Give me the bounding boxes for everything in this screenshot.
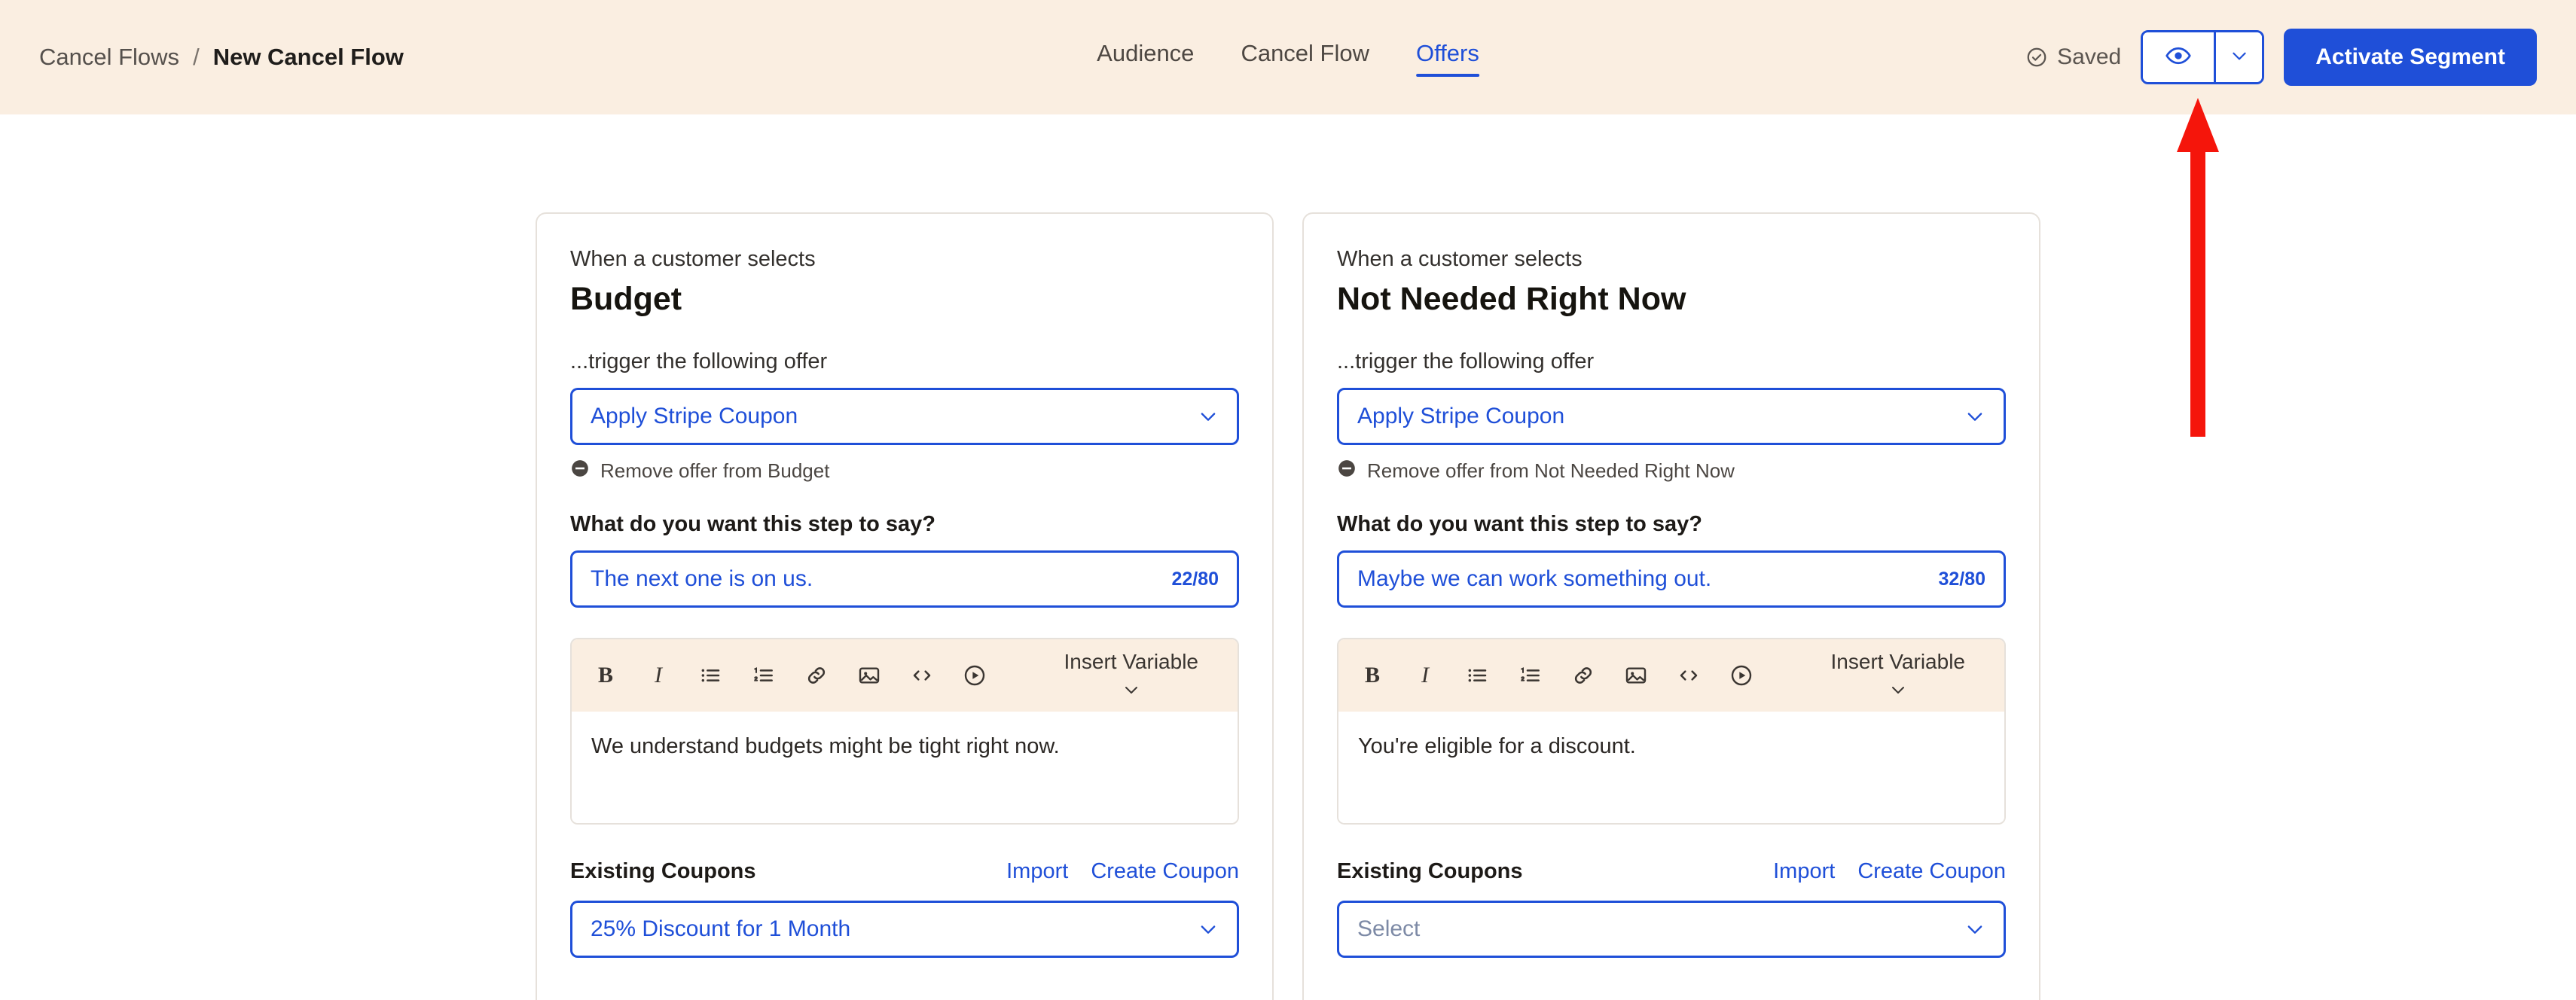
- insert-variable-label: Insert Variable: [1830, 650, 1965, 674]
- insert-variable-label: Insert Variable: [1064, 650, 1198, 674]
- coupons-title: Existing Coupons: [1337, 859, 1523, 883]
- code-icon[interactable]: [908, 661, 936, 690]
- link-icon[interactable]: [802, 661, 831, 690]
- coupons-header: [570, 859, 1239, 884]
- coupon-actions: [1773, 859, 2006, 884]
- numbered-list-icon[interactable]: [749, 661, 778, 690]
- remove-offer-button[interactable]: [570, 459, 1239, 483]
- step-text-input[interactable]: [570, 550, 1239, 608]
- tab-cancel-flow[interactable]: Cancel Flow: [1241, 39, 1369, 66]
- chevron-down-icon: [2230, 46, 2249, 69]
- chevron-down-icon: [1064, 676, 1198, 702]
- numbered-list-icon[interactable]: [1516, 661, 1545, 690]
- step-text-value: The next one is on us.: [591, 566, 813, 591]
- remove-offer-label: Remove offer from Budget: [600, 459, 830, 482]
- card-eyebrow: When a customer selects: [570, 247, 816, 271]
- breadcrumb-parent-link[interactable]: Cancel Flows: [39, 44, 180, 70]
- editor-toolbar: [572, 639, 1238, 712]
- create-coupon-link[interactable]: Create Coupon: [1857, 859, 2006, 883]
- bullet-list-icon[interactable]: [697, 661, 725, 690]
- insert-variable-button[interactable]: [1064, 649, 1218, 701]
- step-char-counter: 32/80: [1938, 568, 1985, 590]
- chevron-down-icon: [1964, 406, 1985, 427]
- bold-icon[interactable]: B: [1364, 663, 1380, 688]
- breadcrumb-separator: /: [193, 44, 200, 70]
- italic-icon[interactable]: I: [1421, 663, 1429, 688]
- card-title: Budget: [570, 281, 682, 317]
- activate-segment-button[interactable]: Activate Segment: [2284, 29, 2537, 86]
- preview-button[interactable]: [2143, 32, 2214, 82]
- step-question-label: What do you want this step to say?: [570, 512, 935, 536]
- chevron-down-icon: [1198, 406, 1219, 427]
- trigger-label: ...trigger the following offer: [570, 349, 828, 373]
- coupon-select-value: Select: [1357, 916, 1421, 941]
- italic-icon[interactable]: I: [655, 663, 662, 688]
- tab-audience[interactable]: Audience: [1097, 39, 1195, 66]
- image-icon[interactable]: [855, 661, 884, 690]
- coupon-select[interactable]: [1337, 901, 2006, 958]
- offer-select-value: Apply Stripe Coupon: [591, 404, 798, 428]
- card-title: Not Needed Right Now: [1337, 281, 1686, 317]
- coupon-actions: [1006, 859, 1239, 884]
- editor-body[interactable]: You're eligible for a discount.: [1338, 712, 2004, 823]
- coupons-header: [1337, 859, 2006, 884]
- remove-offer-button[interactable]: [1337, 459, 2006, 483]
- card-eyebrow: When a customer selects: [1337, 247, 1583, 271]
- rich-text-editor: [570, 638, 1239, 825]
- preview-dropdown-button[interactable]: [2214, 32, 2262, 82]
- bullet-list-icon[interactable]: [1463, 661, 1492, 690]
- coupons-title: Existing Coupons: [570, 859, 756, 883]
- check-circle-icon: [2025, 46, 2048, 69]
- link-icon[interactable]: [1569, 661, 1598, 690]
- top-bar: [0, 0, 2576, 114]
- saved-label: Saved: [2057, 44, 2122, 69]
- offer-select[interactable]: [570, 388, 1239, 445]
- nav-tabs: [1097, 0, 1479, 114]
- image-icon[interactable]: [1622, 661, 1650, 690]
- offer-select[interactable]: [1337, 388, 2006, 445]
- chevron-down-icon: [1198, 919, 1219, 940]
- remove-circle-icon: [570, 459, 590, 483]
- eye-icon: [2165, 42, 2192, 73]
- import-coupon-link[interactable]: Import: [1773, 859, 1836, 883]
- tab-offers[interactable]: Offers: [1416, 41, 1479, 74]
- step-question-label: What do you want this step to say?: [1337, 512, 1702, 536]
- step-text-input[interactable]: [1337, 550, 2006, 608]
- offer-card-budget: [536, 212, 1274, 1000]
- create-coupon-link[interactable]: Create Coupon: [1091, 859, 1239, 883]
- offer-select-value: Apply Stripe Coupon: [1357, 404, 1565, 428]
- offers-content: [0, 114, 2576, 1000]
- import-coupon-link[interactable]: Import: [1006, 859, 1069, 883]
- rich-text-editor: [1337, 638, 2006, 825]
- preview-split-button[interactable]: [2141, 30, 2264, 84]
- offer-card-not-needed-right-now: [1302, 212, 2040, 1000]
- editor-body[interactable]: We understand budgets might be tight right now.: [572, 712, 1238, 823]
- breadcrumb-current: New Cancel Flow: [212, 44, 404, 70]
- coupon-select-value: 25% Discount for 1 Month: [591, 916, 851, 941]
- editor-toolbar: [1338, 639, 2004, 712]
- coupon-select[interactable]: [570, 901, 1239, 958]
- video-icon[interactable]: [960, 661, 989, 690]
- code-icon[interactable]: [1674, 661, 1703, 690]
- bold-icon[interactable]: B: [597, 663, 613, 688]
- top-bar-actions: [2025, 29, 2537, 86]
- trigger-label: ...trigger the following offer: [1337, 349, 1595, 373]
- step-text-value: Maybe we can work something out.: [1357, 566, 1712, 591]
- remove-offer-label: Remove offer from Not Needed Right Now: [1367, 459, 1735, 482]
- step-char-counter: 22/80: [1171, 568, 1219, 590]
- breadcrumb: [39, 44, 404, 71]
- chevron-down-icon: [1964, 919, 1985, 940]
- video-icon[interactable]: [1727, 661, 1756, 690]
- saved-status: [2025, 44, 2121, 70]
- chevron-down-icon: [1831, 676, 1965, 702]
- remove-circle-icon: [1337, 459, 1357, 483]
- insert-variable-button[interactable]: [1831, 649, 1985, 701]
